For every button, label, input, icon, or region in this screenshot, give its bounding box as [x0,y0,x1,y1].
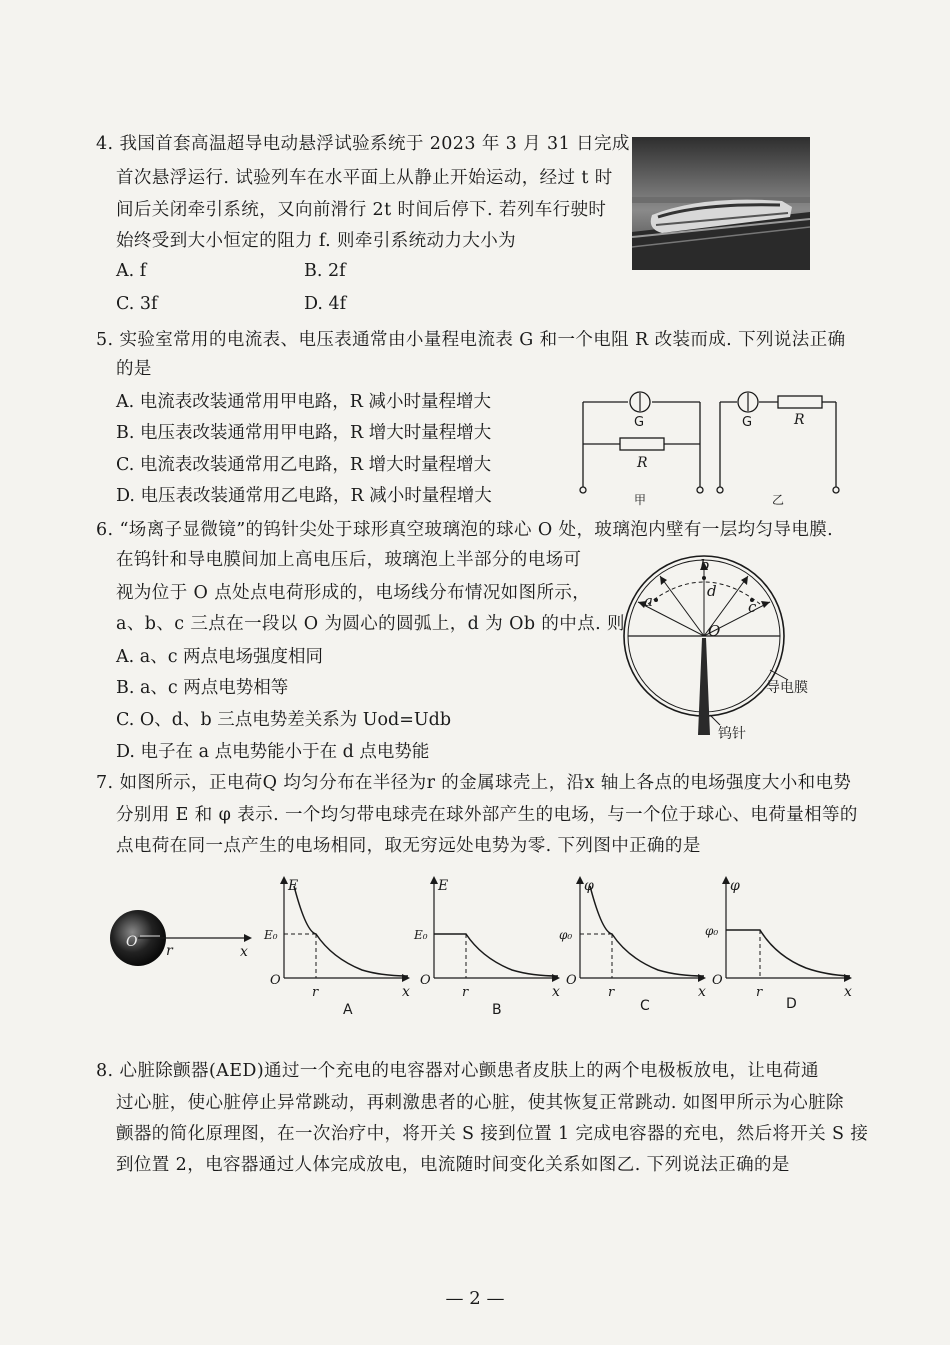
q6-line-2: 在钨针和导电膜间加上高电压后，玻璃泡上半部分的电场可 [116,550,582,570]
q7-graph-c [558,872,708,1022]
q7-graph-a-origin: O [270,973,281,988]
q6-option-c: C. O、d、b 三点电势差关系为 Uod=Udb [116,710,452,730]
q6-fig-point-o: O [708,622,721,640]
q5-line-2: 的是 [116,359,152,379]
q7-graph-d-r: r [756,985,763,1000]
q6-line-3: 视为位于 O 点处点电荷形成的，电场线分布情况如图所示， [116,583,591,603]
q7-graph-d-yaxis: φ [730,878,740,894]
q7-graph-c-origin: O [566,973,577,988]
q7-sphere-center-label: O [126,934,138,950]
q7-graph-b-origin: O [420,973,431,988]
q4-option-a: A. f [116,261,147,281]
q7-graph-b-r: r [462,985,469,1000]
q7-sphere-radius-label: r [166,943,173,959]
q5-line-1: 5. 实验室常用的电流表、电压表通常由小量程电流表 G 和一个电阻 R 改装而成. 下列说法正确 [96,330,846,350]
q6-fig-point-b: b [700,556,710,574]
q5-fig-r-label-1: R [637,455,648,471]
q6-option-b: B. a、c 两点电势相等 [116,678,289,698]
q7-line-1: 7. 如图所示，正电荷Q 均匀分布在半径为r 的金属球壳上，沿x 轴上各点的电场强度大小和电势 [96,773,852,793]
q7-graph-a-x: x [402,984,410,1000]
q7-graph-c-x: x [698,984,706,1000]
q6-line-1: 6. “场离子显微镜”的钨针尖处于球形真空玻璃泡的球心 O 处，玻璃泡内壁有一层均匀导电膜. [96,520,834,540]
q7-line-3: 点电荷在同一点产生的电场相同，取无穷远处电势为零. 下列图中正确的是 [116,836,701,856]
q4-option-b: B. 2f [304,261,346,281]
q7-graph-a-label: A [343,1002,353,1018]
q4-option-c: C. 3f [116,294,158,314]
q7-graph-a [262,872,412,1022]
q5-option-d: D. 电压表改装通常用乙电路，R 减小时量程增大 [116,486,492,506]
q5-fig-yi-label: 乙 [772,493,785,507]
q5-fig-g-label-2: G [742,415,753,430]
q7-graph-a-y0: E₀ [264,928,278,942]
q5-option-a: A. 电流表改装通常用甲电路，R 减小时量程增大 [116,392,492,412]
q8-line-3: 颤器的简化原理图，在一次治疗中，将开关 S 接到位置 1 完成电容器的充电，然后将开关 S 接 [116,1124,869,1144]
q7-graph-b [412,872,562,1022]
q6-field-ion-microscope-figure [620,540,860,750]
q7-graph-b-y0: E₀ [414,928,428,942]
q7-graph-b-x: x [552,984,560,1000]
q7-graph-c-y0: φ₀ [559,928,573,942]
q4-line-4: 始终受到大小恒定的阻力 f. 则牵引系统动力大小为 [116,231,517,251]
q5-fig-jia-label: 甲 [634,493,647,507]
q7-graph-d-origin: O [712,973,723,988]
q4-line-2: 首次悬浮运行. 试验列车在水平面上从静止开始运动，经过 t 时 [116,168,613,188]
q7-graph-c-yaxis: φ [584,878,594,894]
maglev-train-photo [632,137,810,270]
q6-line-4: a、b、c 三点在一段以 O 为圆心的圆弧上，d 为 Ob 的中点. 则 [116,614,625,634]
q6-fig-point-c: c [748,598,757,616]
q7-line-2: 分别用 E 和 φ 表示. 一个均匀带电球壳在球外部产生的电场，与一个位于球心、电荷量相等的 [116,805,858,825]
q6-fig-film-label: 导电膜 [766,680,808,696]
q6-fig-point-a: a [644,592,653,610]
q7-graph-b-label: B [492,1002,502,1018]
q6-fig-point-d: d [707,582,717,600]
q4-line-1: 4. 我国首套高温超导电动悬浮试验系统于 2023 年 3 月 31 日完成 [96,134,630,154]
q5-fig-r-label-2: R [794,412,805,428]
q7-graph-d [704,872,854,1022]
q5-option-c: C. 电流表改装通常用乙电路，R 增大时量程增大 [116,455,492,475]
q7-graph-d-y0: φ₀ [705,924,719,938]
q7-graph-c-label: C [640,998,650,1014]
q4-line-3: 间后关闭牵引系统，又向前滑行 2t 时间后停下. 若列车行驶时 [116,200,607,220]
q5-option-b: B. 电压表改装通常用甲电路，R 增大时量程增大 [116,423,492,443]
page-number: — 2 — [445,1288,505,1309]
q8-line-4: 到位置 2，电容器通过人体完成放电，电流随时间变化关系如图乙. 下列说法正确的是 [116,1155,790,1175]
q6-option-d: D. 电子在 a 点电势能小于在 d 点电势能 [116,742,430,762]
q7-graph-a-r: r [312,985,319,1000]
q6-fig-needle-label: 钨针 [718,726,746,742]
q7-graph-d-label: D [786,996,797,1012]
q5-fig-g-label-1: G [634,415,645,430]
q7-sphere-x-label: x [240,944,248,960]
q5-circuit-figures [570,384,850,509]
q7-graph-b-yaxis: E [438,878,449,894]
q4-option-d: D. 4f [304,294,347,314]
q7-charged-sphere-figure [100,900,260,970]
q8-line-2: 过心脏，使心脏停止异常跳动，再刺激患者的心脏，使其恢复正常跳动. 如图甲所示为心脏除 [116,1093,844,1113]
q6-option-a: A. a、c 两点电场强度相同 [116,647,324,667]
q8-line-1: 8. 心脏除颤器(AED)通过一个充电的电容器对心颤患者皮肤上的两个电极板放电，让电荷通 [96,1061,819,1081]
q7-graph-a-yaxis: E [288,878,299,894]
q7-graph-d-x: x [844,984,852,1000]
q7-graph-c-r: r [608,985,615,1000]
